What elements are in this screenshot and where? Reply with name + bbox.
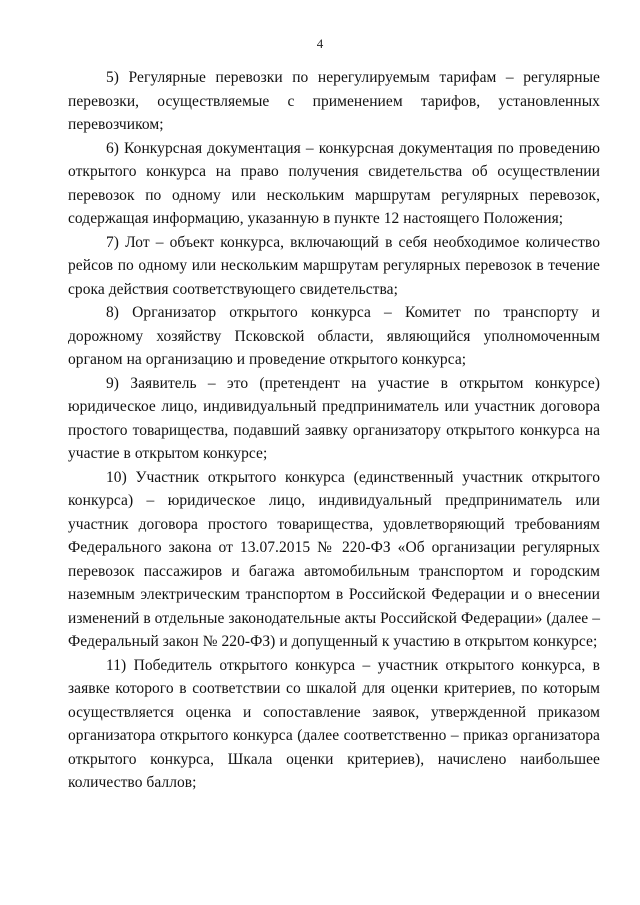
paragraph-definition-8: 8) Организатор открытого конкурса – Комитет по транспорту и дорожному хозяйству Псковской области, являющийся уполномоченным органом на организацию и проведение открытого конкурса; [68,304,600,368]
paragraph-definition-9: 9) Заявитель – это (претендент на участие в открытом конкурсе) юридическое лицо, индивидуальный предприниматель или участник договора простого товарищества, подавший заявку организатору открытого конкурса на участие в открытом конкурсе; [68,374,600,462]
paragraph-definition-7: 7) Лот – объект конкурса, включающий в себя необходимое количество рейсов по одному или нескольким маршрутам регулярных перевозок в течение срока действия соответствующего свидетельства; [68,233,600,298]
paragraph-definition-5: 5) Регулярные перевозки по нерегулируемым тарифам – регулярные перевозки, осуществляемые с применением тарифов, установленных перевозчиком; [68,69,600,133]
paragraph-definition-11: 11) Победитель открытого конкурса – участник открытого конкурса, в заявке которого в соответствии со шкалой для оценки критериев, по которым осуществляется оценка и сопоставление заявок, утвержденной приказом организатора открытого конкурса (далее соответственно – приказ организатора открытого конкурса, Шкала оценки критериев), начислено наибольшее количество баллов; [68,656,600,791]
paragraph-definition-6: 6) Конкурсная документация – конкурсная документация по проведению открытого конкурса на право получения свидетельства об осуществлении перевозок по одному или нескольким маршрутам регулярных перевозок, содержащая информацию, указанную в пункте 12 настоящего Положения; [68,139,600,227]
paragraph-definition-10: 10) Участник открытого конкурса (единственный участник открытого конкурса) – юридическое лицо, индивидуальный предприниматель или участник договора простого товарищества, удовлетворяющий требованиям Федерального закона от 13.07.2015 № 220-ФЗ «Об организации регулярных перевозок пассажиров и багажа автомобильным транспортом и городским наземным электрическим транспортом в Российской Федерации и о внесении изменений в отдельные законодательные акты Российской Федерации» (далее – Федеральный закон № 220-ФЗ) и допущенный к участию в открытом конкурсе; [68,468,600,650]
page-number: 4 [316,36,324,51]
document-body [68,66,600,795]
